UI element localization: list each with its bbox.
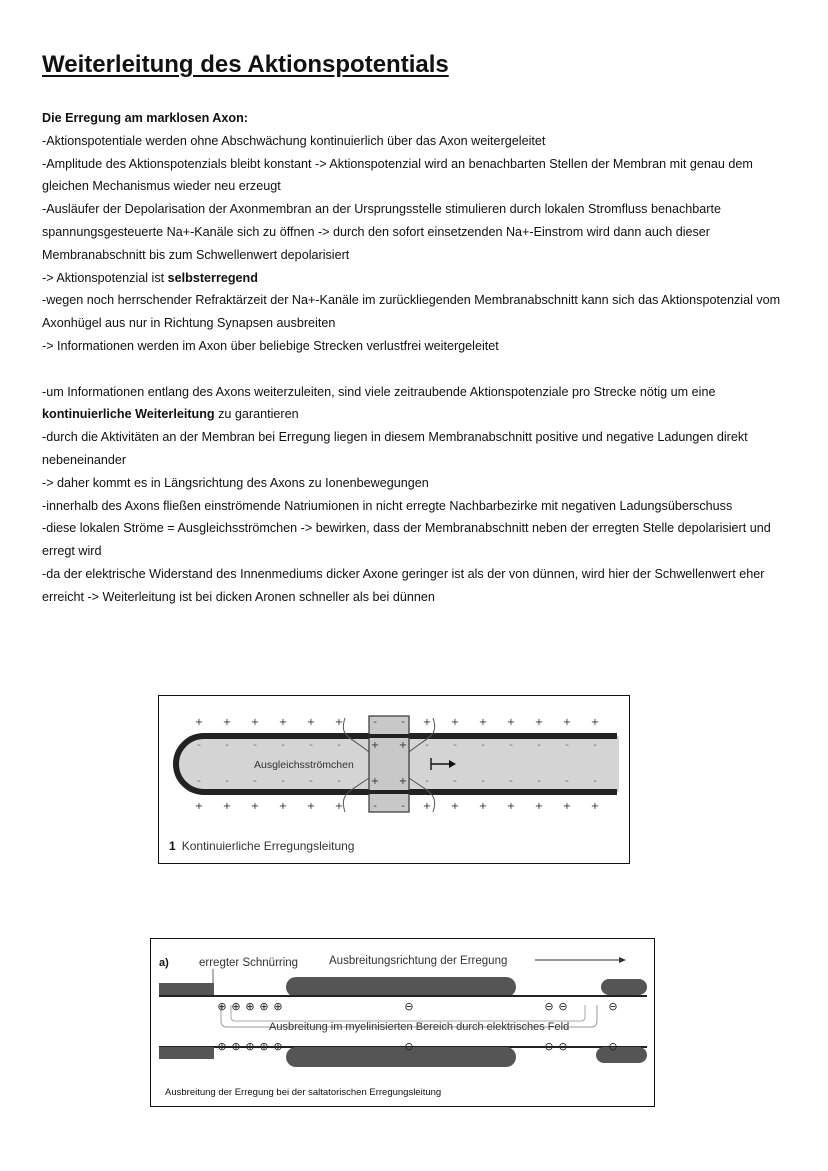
plus-ion: ⊕	[245, 1040, 255, 1053]
plus-charge: +	[250, 717, 260, 728]
minus-ion: ⊖	[608, 1040, 618, 1053]
plus-charge: +	[590, 717, 600, 728]
body-text	[42, 107, 802, 609]
spacer	[42, 358, 802, 381]
minus-charge: -	[509, 776, 513, 787]
plus-charge: +	[370, 740, 380, 751]
text-run: -um Informationen entlang des Axons weiterzuleiten, sind viele zeitraubende Aktionspotenziale pro Strecke nötig um eine	[42, 384, 716, 399]
plus-charge: +	[398, 740, 408, 751]
plus-charge: +	[478, 801, 488, 812]
plus-charge: +	[506, 717, 516, 728]
minus-ion: ⊖	[404, 1000, 414, 1013]
minus-charge: -	[225, 740, 229, 751]
figure-caption: Ausbreitung der Erregung bei der saltatorischen Erregungsleitung	[165, 1087, 442, 1098]
paragraph	[42, 267, 802, 290]
paragraph: -Aktionspotentiale werden ohne Abschwächung kontinuierlich über das Axon weitergeleitet	[42, 133, 546, 148]
minus-charge: -	[453, 740, 457, 751]
panel-label: a)	[159, 957, 169, 969]
plus-charge: +	[334, 717, 344, 728]
saltatory-diagram	[151, 939, 656, 1108]
bold-term: selbsterregend	[167, 270, 258, 285]
section-heading: Die Erregung am marklosen Axon:	[42, 111, 248, 125]
minus-charge: -	[309, 776, 313, 787]
minus-ion: ⊖	[608, 1000, 618, 1013]
minus-charge: -	[425, 740, 429, 751]
minus-charge: -	[537, 740, 541, 751]
plus-charge: +	[278, 717, 288, 728]
minus-charge: -	[509, 740, 513, 751]
propagation-arrow-head	[619, 957, 626, 963]
text-run: -> Aktionspotenzial ist	[42, 270, 168, 285]
minus-charge: -	[481, 740, 485, 751]
direction-label: Ausbreitungsrichtung der Erregung	[329, 955, 508, 967]
minus-charge: -	[565, 740, 569, 751]
minus-charge: -	[253, 776, 257, 787]
plus-charge: +	[450, 717, 460, 728]
plus-ion: ⊕	[245, 1000, 255, 1013]
paragraph: -wegen noch herrschender Refraktärzeit der Na+-Kanäle im zurückliegenden Membranabschnitt kann sich das Aktionspotenzial vom Axonhügel aus nur in Richtung Synapsen ausbreiten	[42, 293, 781, 331]
plus-charge: +	[194, 717, 204, 728]
plus-charge: +	[422, 801, 432, 812]
minus-ion: ⊖	[404, 1040, 414, 1053]
excited-segment	[369, 716, 409, 812]
minus-charge: -	[401, 717, 405, 728]
minus-ion: ⊖	[544, 1040, 554, 1053]
minus-charge: -	[401, 801, 405, 812]
minus-charge: -	[373, 717, 377, 728]
bold-term: kontinuierliche Weiterleitung	[42, 407, 215, 422]
plus-ion: ⊕	[217, 1040, 227, 1053]
plus-ion: ⊕	[273, 1000, 283, 1013]
paragraph: -innerhalb des Axons fließen einströmende Natriumionen in nicht erregte Nachbarbezirke mit negativen Ladungsüberschuss	[42, 498, 733, 513]
plus-charge: +	[562, 717, 572, 728]
plus-charge: +	[590, 801, 600, 812]
plus-charge: +	[398, 776, 408, 787]
plus-charge: +	[278, 801, 288, 812]
plus-charge: +	[506, 801, 516, 812]
minus-charge: -	[425, 776, 429, 787]
plus-charge: +	[562, 801, 572, 812]
plus-ion: ⊕	[259, 1040, 269, 1053]
plus-charge: +	[222, 801, 232, 812]
minus-charge: -	[481, 776, 485, 787]
figure-continuous-conduction	[158, 695, 630, 864]
paragraph: -> Informationen werden im Axon über beliebige Strecken verlustfrei weitergeleitet	[42, 338, 499, 353]
field-label: Ausbreitung im myelinisierten Bereich durch elektrisches Feld	[269, 1021, 570, 1033]
myelin-sheath	[286, 1047, 516, 1067]
figure-caption	[169, 839, 354, 853]
current-label: Ausgleichsströmchen	[254, 759, 354, 771]
page-title: Weiterleitung des Aktionspotentials	[42, 51, 449, 78]
minus-charge: -	[225, 776, 229, 787]
plus-charge: +	[534, 717, 544, 728]
plus-charge: +	[478, 717, 488, 728]
plus-charge: +	[534, 801, 544, 812]
text-run: zu garantieren	[214, 407, 299, 422]
plus-ion: ⊕	[231, 1040, 241, 1053]
myelin-sheath	[159, 983, 214, 995]
myelin-sheath	[286, 977, 516, 997]
plus-ion: ⊕	[217, 1000, 227, 1013]
minus-charge: -	[593, 740, 597, 751]
paragraph: -diese lokalen Ströme = Ausgleichsströmchen -> bewirken, dass der Membranabschnitt neben der erregten Stelle depolarisiert und erregt wird	[42, 521, 771, 559]
plus-charge: +	[222, 717, 232, 728]
paragraph: -> daher kommt es in Längsrichtung des Axons zu Ionenbewegungen	[42, 475, 429, 490]
minus-charge: -	[281, 776, 285, 787]
plus-ion: ⊕	[259, 1000, 269, 1013]
minus-charge: -	[453, 776, 457, 787]
plus-charge: +	[306, 801, 316, 812]
myelin-sheath	[159, 1047, 214, 1059]
minus-charge: -	[337, 776, 341, 787]
minus-charge: -	[565, 776, 569, 787]
myelin-sheath	[601, 979, 647, 995]
plus-charge: +	[422, 717, 432, 728]
minus-charge: -	[373, 801, 377, 812]
plus-charge: +	[370, 776, 380, 787]
caption-number: 1	[169, 839, 176, 853]
paragraph: -Amplitude des Aktionspotenzials bleibt konstant -> Aktionspotenzial wird an benachbarten Stellen der Membran mit genau dem gleichen Mechanismus wieder neu erzeugt	[42, 156, 753, 194]
figure-saltatory-conduction	[150, 938, 655, 1107]
minus-charge: -	[337, 740, 341, 751]
minus-ion: ⊖	[558, 1000, 568, 1013]
node-label: erregter Schnürring	[199, 957, 299, 969]
paragraph: -Ausläufer der Depolarisation der Axonmembran an der Ursprungsstelle stimulieren durch lokalen Stromfluss benachbarte spannungsgesteuerte Na+-Kanäle sich zu öffnen -> durch den sofort einsetzenden Na+-Einstrom wird dann auch dieser Membranabschnitt bis zum Schwellenwert depolarisiert	[42, 202, 722, 262]
plus-charge: +	[306, 717, 316, 728]
plus-charge: +	[194, 801, 204, 812]
paragraph: -da der elektrische Widerstand des Innenmediums dicker Axone geringer ist als der von dünnen, wird hier der Schwellenwert eher erreicht -> Weiterleitung ist bei dicken Aronen schneller als bei dünnen	[42, 566, 765, 604]
paragraph: -durch die Aktivitäten an der Membran bei Erregung liegen in diesem Membranabschnitt positive und negative Ladungen direkt nebeneinander	[42, 430, 748, 467]
caption-text: Kontinuierliche Erregungsleitung	[181, 839, 355, 853]
minus-charge: -	[309, 740, 313, 751]
plus-charge: +	[334, 801, 344, 812]
minus-charge: -	[281, 740, 285, 751]
paragraph	[42, 381, 802, 427]
plus-ion: ⊕	[273, 1040, 283, 1053]
minus-ion: ⊖	[558, 1040, 568, 1053]
plus-ion: ⊕	[231, 1000, 241, 1013]
minus-charge: -	[197, 740, 201, 751]
plus-charge: +	[250, 801, 260, 812]
minus-charge: -	[593, 776, 597, 787]
myelin-sheath	[596, 1047, 647, 1063]
minus-charge: -	[537, 776, 541, 787]
minus-charge: -	[197, 776, 201, 787]
plus-charge: +	[450, 801, 460, 812]
minus-charge: -	[253, 740, 257, 751]
minus-ion: ⊖	[544, 1000, 554, 1013]
